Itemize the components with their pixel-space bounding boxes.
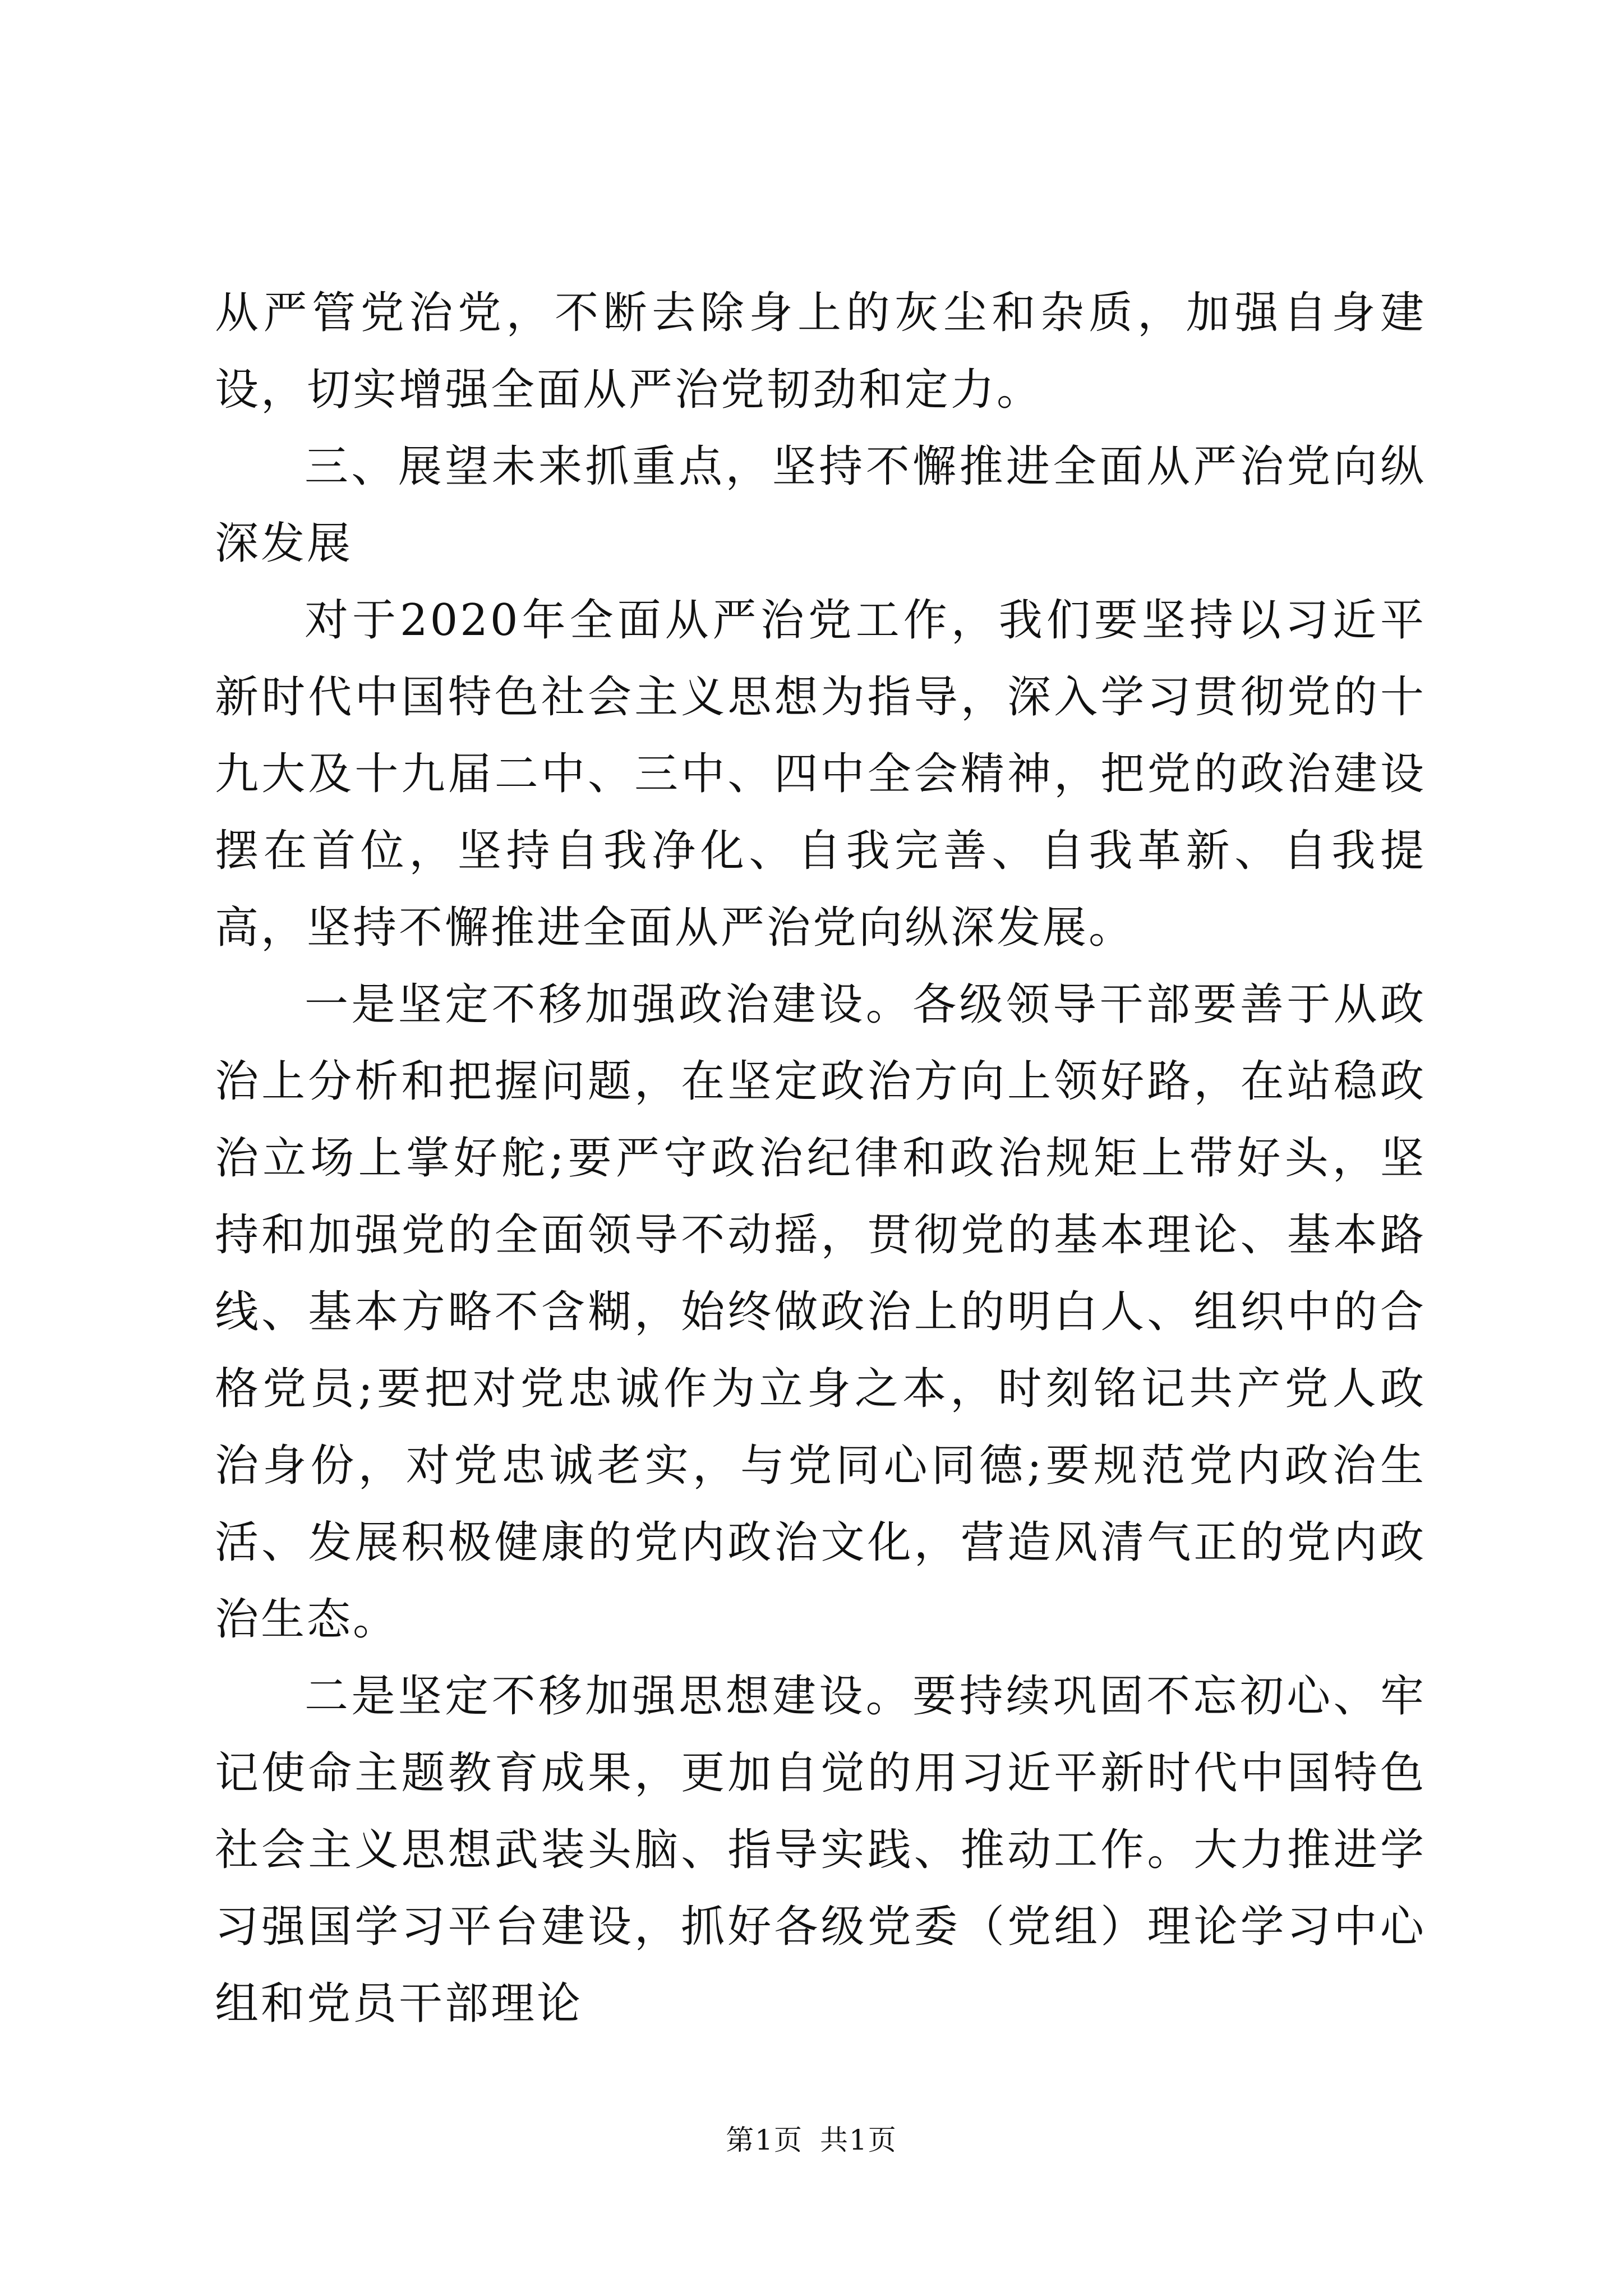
document-body [215, 275, 1426, 2042]
paragraph-2: 对于2020年全面从严治党工作，我们要坚持以习近平新时代中国特色社会主义思想为指导，深入学习贯彻党的十九大及十九届二中、三中、四中全会精神，把党的政治建设摆在首位，坚持自我净化、自我完善、自我革新、自我提高，坚持不懈推进全面从严治党向纵深发展。 [215, 595, 1426, 953]
page-footer [0, 2118, 1623, 2158]
paragraph-3: 一是坚定不移加强政治建设。各级领导干部要善于从政治上分析和把握问题，在坚定政治方向上领好路，在站稳政治立场上掌好舵;要严守政治纪律和政治规矩上带好头，坚持和加强党的全面领导不动摇，贯彻党的基本理论、基本路线、基本方略不含糊，始终做政治上的明白人、组织中的合格党员;要把对党忠诚作为立身之本，时刻铭记共产党人政治身份，对党忠诚老实，与党同心同德;要规范党内政治生活、发展积极健康的党内政治文化，营造风清气正的党内政治生态。 [215, 979, 1426, 1645]
paragraph-1: 从严管党治党，不断去除身上的灰尘和杂质，加强自身建设，切实增强全面从严治党韧劲和定力。 [215, 288, 1426, 415]
section-heading-3: 三、展望未来抓重点，坚持不懈推进全面从严治党向纵深发展 [215, 441, 1426, 569]
page-number: 第1页 [726, 2124, 803, 2156]
page-total: 共1页 [820, 2124, 897, 2156]
paragraph-4: 二是坚定不移加强思想建设。要持续巩固不忘初心、牢记使命主题教育成果，更加自觉的用习近平新时代中国特色社会主义思想武装头脑、指导实践、推动工作。大力推进学习强国学习平台建设，抓好各级党委（党组）理论学习中心组和党员干部理论 [215, 1671, 1426, 2029]
